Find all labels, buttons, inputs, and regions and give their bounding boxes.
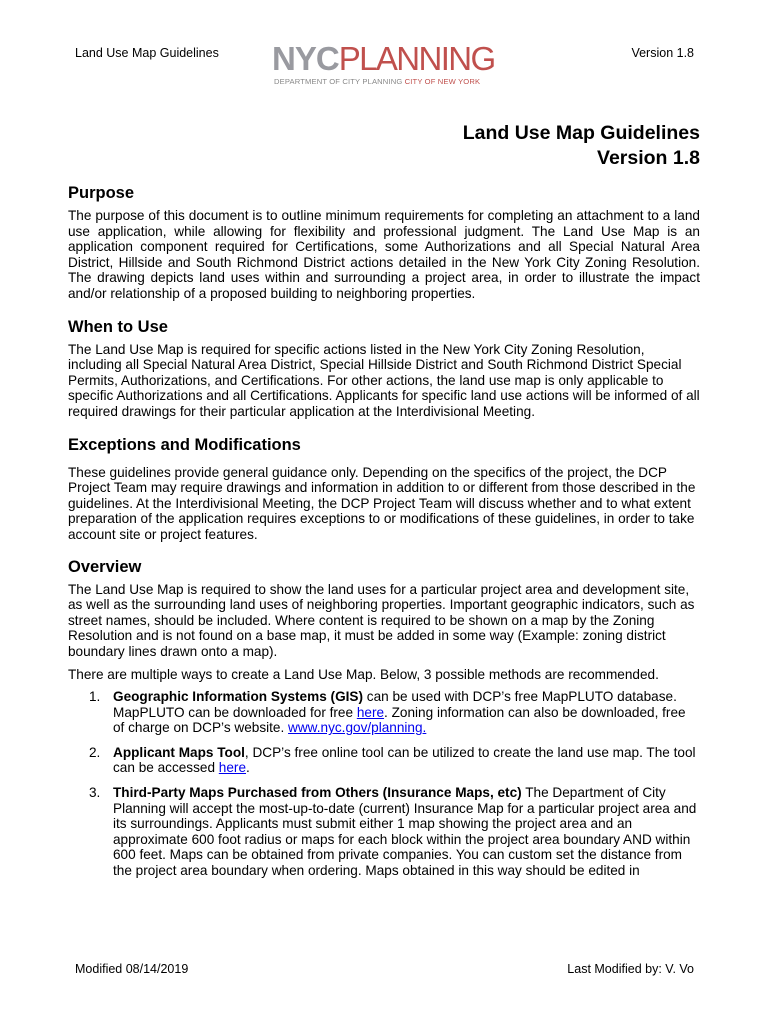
applicant-maps-link[interactable]: here bbox=[218, 760, 247, 776]
overview-paragraph-2: There are multiple ways to create a Land Use Map. Below, 3 possible methods are recommended. bbox=[68, 667, 659, 683]
when-to-use-heading: When to Use bbox=[68, 317, 168, 336]
logo-nyc: NYC bbox=[272, 40, 339, 77]
overview-heading: Overview bbox=[68, 557, 142, 576]
when-to-use-section bbox=[68, 316, 700, 420]
nyc-planning-logo bbox=[272, 42, 498, 92]
dcp-website-link[interactable]: www.nyc.gov/planning. bbox=[288, 720, 427, 736]
list-item-title: Applicant Maps Tool bbox=[113, 744, 245, 760]
list-item-text: . bbox=[246, 760, 250, 776]
overview-paragraph-1: The Land Use Map is required to show the land uses for a particular project area and development site, as well as the surrounding land uses of neighboring properties. Important geographic indicators, such as street names, should be included. Where content is required to be shown on a map by the Zoning Resolution and is not found on a base map, it must be added in some way (Example: zoning district boundary lines drawn onto a map). bbox=[68, 581, 695, 659]
list-item bbox=[68, 689, 700, 736]
exceptions-paragraph: These guidelines provide general guidance only. Depending on the specifics of the project, the DCP Project Team may require drawings and information in addition to or different from those described in the guidelines. At the Interdivisional Meeting, the DCP Project Team will discuss whether and to what extent preparation of the application requires exceptions to or modifications of these guidelines, in order to take account site or project features. bbox=[68, 464, 696, 542]
purpose-paragraph: The purpose of this document is to outline minimum requirements for completing an attachment to a land use application, while allowing for flexibility and professional judgment. The Land Use Map is an application component required for Certifications, some Authorizations and all Special Natural Area District, Hillside and South Richmond District actions detailed in the New York City Zoning Resolution. The drawing depicts land uses within and surrounding a project area, in order to illustrate the impact and/or relationship of a proposed building to neighboring properties. bbox=[68, 208, 700, 301]
mappluto-link[interactable]: here bbox=[356, 704, 385, 720]
list-item-text: . Zoning information can also be downloaded, free of charge on DCP’s website. bbox=[113, 704, 686, 736]
list-number: 3. bbox=[89, 785, 101, 801]
document-title bbox=[463, 121, 700, 171]
title-line-2: Version 1.8 bbox=[597, 147, 700, 169]
logo-dept: DEPARTMENT OF CITY PLANNING bbox=[274, 77, 403, 86]
exceptions-section bbox=[68, 434, 700, 543]
exceptions-heading: Exceptions and Modifications bbox=[68, 435, 301, 454]
logo-planning: PLANNING bbox=[338, 40, 495, 77]
purpose-heading: Purpose bbox=[68, 184, 135, 202]
overview-section bbox=[68, 556, 700, 879]
running-header-version: Version 1.8 bbox=[631, 46, 694, 60]
document-body bbox=[68, 182, 700, 888]
list-number: 1. bbox=[89, 689, 101, 705]
when-to-use-paragraph: The Land Use Map is required for specific actions listed in the New York City Zoning Resolution, including all Special Natural Area District, Special Hillside District and South Richmond District Special Permits, Authorizations, and Certifications. For other actions, the land use map is only applicable to specific Authorizations and all Certifications. Applicants for specific land use actions will be informed of all required drawings for their particular application at the Interdivisional Meeting. bbox=[68, 341, 700, 419]
list-item-title: Geographic Information Systems (GIS) bbox=[113, 689, 364, 705]
running-header-title: Land Use Map Guidelines bbox=[75, 46, 219, 60]
list-item-title: Third-Party Maps Purchased from Others (Insurance Maps, etc) bbox=[113, 785, 522, 801]
footer-modified-date: Modified 08/14/2019 bbox=[75, 962, 189, 976]
footer-modified-by: Last Modified by: V. Vo bbox=[567, 962, 694, 976]
purpose-section bbox=[68, 182, 700, 302]
list-item-text: The Department of City Planning will accept the most-up-to-date (current) Insurance Map for a particular project area and its surroundings. Applicants must submit either 1 map showing the project area and an approximate 600 foot radius or maps for each block within the project area boundary AND within 600 feet. Maps can be obtained from private companies. You can custom set the distance from the project area boundary when ordering. Maps obtained in this way should be edited in bbox=[113, 785, 697, 878]
methods-list bbox=[68, 689, 700, 879]
logo-city: CITY OF NEW YORK bbox=[404, 77, 481, 86]
list-item bbox=[68, 745, 700, 776]
list-item bbox=[68, 785, 700, 879]
list-number: 2. bbox=[89, 744, 101, 760]
list-item-text: , DCP’s free online tool can be utilized to create the land use map. The tool can be accessed bbox=[113, 744, 696, 776]
title-line-1: Land Use Map Guidelines bbox=[462, 122, 700, 144]
list-item-text: can be used with DCP’s free MapPLUTO database. MapPLUTO can be downloaded for free bbox=[113, 689, 677, 720]
